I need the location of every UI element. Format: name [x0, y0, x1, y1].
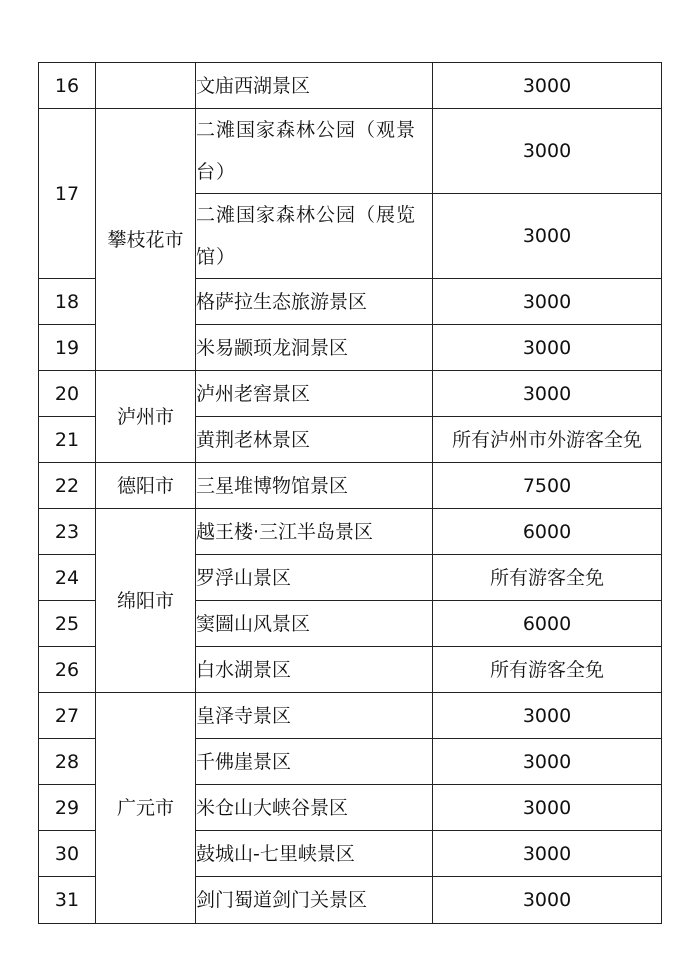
ticket-value: 所有游客全免: [433, 647, 662, 693]
table-row: [39, 109, 662, 194]
row-number: 27: [39, 693, 96, 739]
table-row: [39, 371, 662, 417]
city-name: 泸州市: [96, 371, 196, 463]
table-row: [39, 509, 662, 555]
city-name: 绵阳市: [96, 509, 196, 693]
scenic-name: 二滩国家森林公园（展览馆）: [196, 194, 433, 279]
city-cell-empty: [96, 63, 196, 109]
row-number: 17: [39, 109, 96, 279]
row-number: 19: [39, 325, 96, 371]
ticket-value: 3000: [433, 279, 662, 325]
city-name: 攀枝花市: [96, 109, 196, 371]
row-number: 20: [39, 371, 96, 417]
scenic-name: 越王楼·三江半岛景区: [196, 509, 433, 555]
scenic-name: 罗浮山景区: [196, 555, 433, 601]
ticket-value: 3000: [433, 877, 662, 924]
row-number: 24: [39, 555, 96, 601]
scenic-spot-table: [38, 62, 662, 924]
scenic-name: 皇泽寺景区: [196, 693, 433, 739]
scenic-name: 黄荆老林景区: [196, 417, 433, 463]
row-number: 21: [39, 417, 96, 463]
row-number: 22: [39, 463, 96, 509]
row-number: 29: [39, 785, 96, 831]
ticket-value: 3000: [433, 194, 662, 279]
table-row: [39, 463, 662, 509]
ticket-value: 3000: [433, 109, 662, 194]
ticket-value: 3000: [433, 831, 662, 877]
scenic-name: 白水湖景区: [196, 647, 433, 693]
scenic-name: 米仓山大峡谷景区: [196, 785, 433, 831]
scenic-name: 千佛崖景区: [196, 739, 433, 785]
ticket-value: 6000: [433, 509, 662, 555]
row-number: 16: [39, 63, 96, 109]
row-number: 23: [39, 509, 96, 555]
row-number: 28: [39, 739, 96, 785]
scenic-name: 窦圌山风景区: [196, 601, 433, 647]
row-number: 18: [39, 279, 96, 325]
ticket-value: 所有游客全免: [433, 555, 662, 601]
ticket-value: 3000: [433, 63, 662, 109]
row-number: 31: [39, 877, 96, 924]
city-name: 广元市: [96, 693, 196, 924]
row-number: 30: [39, 831, 96, 877]
ticket-value: 3000: [433, 693, 662, 739]
scenic-name: 米易颛顼龙洞景区: [196, 325, 433, 371]
ticket-value: 所有泸州市外游客全免: [433, 417, 662, 463]
table-row: [39, 693, 662, 739]
row-number: 25: [39, 601, 96, 647]
ticket-value: 3000: [433, 785, 662, 831]
scenic-name: 泸州老窖景区: [196, 371, 433, 417]
ticket-value: 3000: [433, 739, 662, 785]
city-name: 德阳市: [96, 463, 196, 509]
scenic-name: 三星堆博物馆景区: [196, 463, 433, 509]
ticket-value: 7500: [433, 463, 662, 509]
scenic-name: 二滩国家森林公园（观景台）: [196, 109, 433, 194]
scenic-name: 鼓城山-七里峡景区: [196, 831, 433, 877]
table-row: [39, 63, 662, 109]
ticket-value: 3000: [433, 325, 662, 371]
ticket-value: 3000: [433, 371, 662, 417]
scenic-name: 文庙西湖景区: [196, 63, 433, 109]
ticket-value: 6000: [433, 601, 662, 647]
scenic-name: 格萨拉生态旅游景区: [196, 279, 433, 325]
row-number: 26: [39, 647, 96, 693]
scenic-name: 剑门蜀道剑门关景区: [196, 877, 433, 924]
